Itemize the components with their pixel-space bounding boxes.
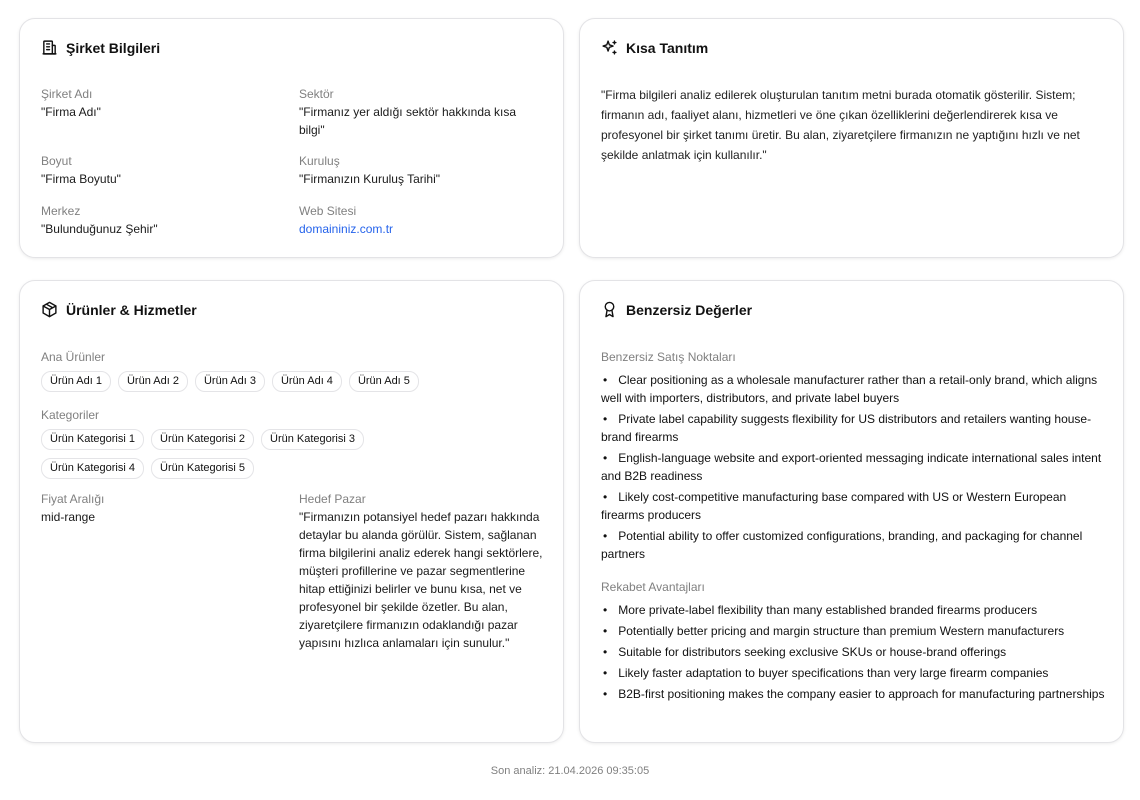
- competitive-advantages-list: [601, 601, 1106, 706]
- building-icon: [41, 39, 58, 56]
- usp-list-item: • English-language website and export-oriented messaging indicate international sales intent and B2B readiness: [601, 449, 1106, 485]
- sector-value: "Firmanız yer aldığı sektör hakkında kısa bilgi": [299, 105, 517, 137]
- website-label: Web Sitesi: [299, 204, 357, 218]
- category-chip: Ürün Kategorisi 5: [151, 458, 254, 479]
- founded-value: "Firmanızın Kuruluş Tarihi": [299, 172, 441, 186]
- category-chip: Ürün Kategorisi 2: [151, 429, 254, 450]
- founded-field: [299, 152, 539, 188]
- sector-field: [299, 85, 539, 139]
- usp-list-item: • Likely cost-competitive manufacturing base compared with US or Western European firearms producers: [601, 488, 1106, 524]
- short-intro-title: Kısa Tanıtım: [626, 39, 709, 56]
- unique-values-header: [601, 301, 752, 318]
- website-link[interactable]: domaininiz.com.tr: [299, 222, 394, 236]
- target-market-field: [299, 490, 547, 652]
- company-info-title: Şirket Bilgileri: [66, 39, 161, 56]
- price-range-label: Fiyat Aralığı: [41, 492, 105, 506]
- products-services-header: [41, 301, 197, 318]
- main-products-label: Ana Ürünler: [41, 350, 106, 364]
- main-products-list: [41, 371, 546, 392]
- website-field: [299, 202, 539, 238]
- price-range-field: [41, 490, 271, 526]
- company-name-value: "Firma Adı": [41, 105, 101, 119]
- short-intro-text: "Firma bilgileri analiz edilerek oluşturulan tanıtım metni burada otomatik gösterilir. Sistem; firmanın adı, faaliyet alanı, hizmetleri ve öne çıkan özelliklerini değerlendirerek kısa ve profesyonel bir şirket tanımı üretir. Bu alan, ziyaretçilere firmanızın ne yaptığını hızlı ve net şekilde anlatmak için kullanılır.": [601, 88, 1080, 162]
- award-icon: [601, 301, 618, 318]
- founded-label: Kuruluş: [299, 154, 340, 168]
- sparkles-icon: [601, 39, 618, 56]
- company-info-card: [19, 18, 564, 258]
- categories-list: [41, 429, 471, 479]
- competitive-advantage-item: • B2B-first positioning makes the company easier to approach for manufacturing partnerships: [601, 685, 1106, 703]
- product-chip: Ürün Adı 4: [272, 371, 342, 392]
- unique-values-title: Benzersiz Değerler: [626, 301, 753, 318]
- usp-list-item: • Potential ability to offer customized configurations, branding, and packaging for channel partners: [601, 527, 1106, 563]
- usp-label: Benzersiz Satış Noktaları: [601, 350, 736, 364]
- competitive-advantages-label: Rekabet Avantajları: [601, 580, 705, 594]
- unique-values-card: [579, 280, 1124, 743]
- hq-field: [41, 202, 271, 238]
- size-value: "Firma Boyutu": [41, 172, 121, 186]
- price-range-value: mid-range: [41, 510, 96, 524]
- size-label: Boyut: [41, 154, 72, 168]
- target-market-label: Hedef Pazar: [299, 492, 366, 506]
- product-chip: Ürün Adı 5: [349, 371, 419, 392]
- short-intro-header: [601, 39, 708, 56]
- category-chip: Ürün Kategorisi 1: [41, 429, 144, 450]
- company-name-label: Şirket Adı: [41, 87, 93, 101]
- products-services-title: Ürünler & Hizmetler: [66, 301, 197, 318]
- competitive-advantage-item: • Likely faster adaptation to buyer specifications than very large firearm companies: [601, 664, 1106, 682]
- product-chip: Ürün Adı 2: [118, 371, 188, 392]
- products-services-card: [19, 280, 564, 743]
- company-name-field: [41, 85, 271, 121]
- product-chip: Ürün Adı 1: [41, 371, 111, 392]
- package-icon: [41, 301, 58, 318]
- usp-list-item: • Clear positioning as a wholesale manufacturer rather than a retail-only brand, which aligns well with importers, distributors, and private label buyers: [601, 371, 1106, 407]
- competitive-advantage-item: • More private-label flexibility than many established branded firearms producers: [601, 601, 1106, 619]
- company-info-header: [41, 39, 160, 56]
- category-chip: Ürün Kategorisi 3: [261, 429, 364, 450]
- category-chip: Ürün Kategorisi 4: [41, 458, 144, 479]
- categories-label: Kategoriler: [41, 408, 100, 422]
- short-intro-card: [579, 18, 1124, 258]
- product-chip: Ürün Adı 3: [195, 371, 265, 392]
- target-market-value: "Firmanızın potansiyel hedef pazarı hakkında detaylar bu alanda görülür. Sistem, sağlanan firma bilgilerini analiz ederek hangi sektörlere, müşteri profillerine ve pazar segmentlerine hitap ettiğinizi belirler ve bunu kısa, net ve profesyonel bir şekilde özetler. Bu alan, ziyaretçilere firmanızın odaklandığı pazar yapısını hızlıca anlamaları için sunulur.": [299, 510, 543, 650]
- usp-list: [601, 371, 1106, 566]
- size-field: [41, 152, 271, 188]
- competitive-advantage-item: • Potentially better pricing and margin structure than premium Western manufacturers: [601, 622, 1106, 640]
- hq-value: "Bulunduğunuz Şehir": [41, 222, 158, 236]
- hq-label: Merkez: [41, 204, 81, 218]
- competitive-advantage-item: • Suitable for distributors seeking exclusive SKUs or house-brand offerings: [601, 643, 1106, 661]
- usp-list-item: • Private label capability suggests flexibility for US distributors and retailers wanting house-brand firearms: [601, 410, 1106, 446]
- sector-label: Sektör: [299, 87, 334, 101]
- last-analysis-timestamp: Son analiz: 21.04.2026 09:35:05: [490, 765, 650, 777]
